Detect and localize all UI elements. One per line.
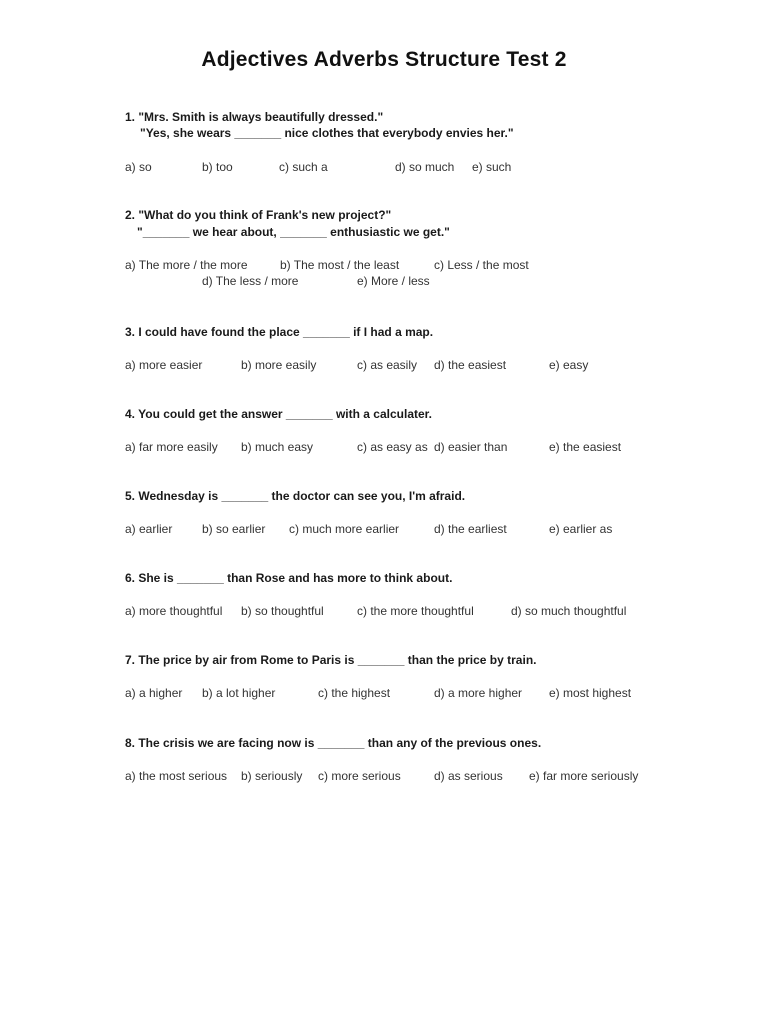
question-1-option-c: c) such a [279, 160, 328, 174]
question-7-option-d: d) a more higher [434, 686, 523, 700]
question-2-option-e: e) More / less [357, 274, 430, 288]
question-4-prompt: 4. You could get the answer _______ with a calculater. [125, 407, 433, 421]
question-7-option-a: a) a higher [125, 686, 183, 700]
question-3-prompt: 3. I could have found the place _______ if I had a map. [125, 325, 434, 339]
question-3-option-c: c) as easily [357, 358, 418, 372]
question-6-option-b: b) so thoughtful [241, 604, 324, 618]
question-4-option-e: e) the easiest [549, 440, 622, 454]
question-6-option-d: d) so much thoughtful [511, 604, 627, 618]
question-2-option-b: b) The most / the least [280, 258, 400, 272]
question-6-prompt: 6. She is _______ than Rose and has more to think about. [125, 571, 453, 585]
question-4-option-b: b) much easy [241, 440, 314, 454]
question-1-option-a: a) so [125, 160, 152, 174]
question-6-option-c: c) the more thoughtful [357, 604, 474, 618]
question-4-option-c: c) as easy as [357, 440, 428, 454]
question-2-option-d: d) The less / more [202, 274, 299, 288]
question-1-option-b: b) too [202, 160, 233, 174]
question-8-option-d: d) as serious [434, 769, 503, 783]
question-5-prompt: 5. Wednesday is _______ the doctor can see you, I'm afraid. [125, 489, 466, 503]
question-4-option-d: d) easier than [434, 440, 508, 454]
question-6-option-a: a) more thoughtful [125, 604, 223, 618]
question-8-prompt: 8. The crisis we are facing now is _______ than any of the previous ones. [125, 736, 542, 750]
question-1-option-e: e) such [472, 160, 512, 174]
question-4-option-a: a) far more easily [125, 440, 218, 454]
question-1-option-d: d) so much [395, 160, 455, 174]
question-8-option-b: b) seriously [241, 769, 303, 783]
question-2-option-c: c) Less / the most [434, 258, 529, 272]
question-5-option-c: c) much more earlier [289, 522, 400, 536]
question-5-option-a: a) earlier [125, 522, 173, 536]
question-3-option-a: a) more easier [125, 358, 203, 372]
question-2-option-a: a) The more / the more [125, 258, 248, 272]
question-1-prompt-line-2: "Yes, she wears _______ nice clothes that everybody envies her." [140, 126, 514, 140]
question-7-option-b: b) a lot higher [202, 686, 276, 700]
question-5-option-e: e) earlier as [549, 522, 613, 536]
question-2-prompt: 2. "What do you think of Frank's new project?" [125, 208, 392, 222]
question-3-option-e: e) easy [549, 358, 589, 372]
question-8-option-e: e) far more seriously [529, 769, 639, 783]
question-3-option-d: d) the easiest [434, 358, 507, 372]
question-1-prompt: 1. "Mrs. Smith is always beautifully dressed." [125, 110, 384, 124]
question-8-option-a: a) the most serious [125, 769, 228, 783]
question-3-option-b: b) more easily [241, 358, 317, 372]
question-2-prompt-line-2: "_______ we hear about, _______ enthusiastic we get." [137, 225, 450, 239]
question-8-option-c: c) more serious [318, 769, 401, 783]
question-5-option-d: d) the earliest [434, 522, 507, 536]
question-7-prompt: 7. The price by air from Rome to Paris is _______ than the price by train. [125, 653, 537, 667]
page-title: Adjectives Adverbs Structure Test 2 [201, 48, 567, 71]
question-7-option-c: c) the highest [318, 686, 391, 700]
question-5-option-b: b) so earlier [202, 522, 266, 536]
question-7-option-e: e) most highest [549, 686, 632, 700]
